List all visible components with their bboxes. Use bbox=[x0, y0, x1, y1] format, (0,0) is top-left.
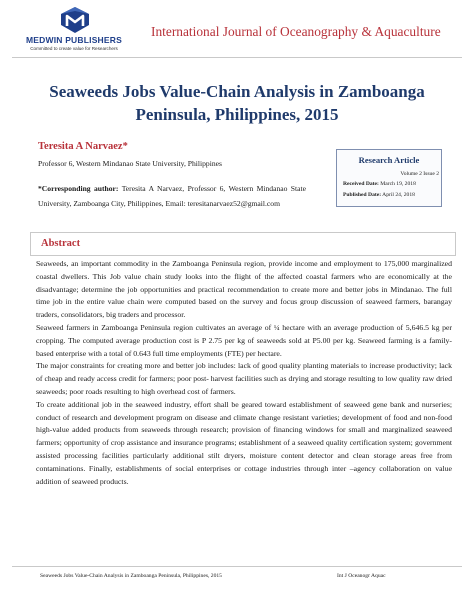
publisher-tagline: Committed to create value for Researchers bbox=[30, 46, 118, 51]
published-value: April 24, 2018 bbox=[381, 192, 415, 198]
received-value: March 19, 2018 bbox=[378, 181, 416, 187]
abstract-paragraph: To create additional job in the seaweed industry, effort shall be geared toward establishment of seaweed gene bank and nurseries; conduct of research and development program on disease and climate change resistant varieties; development of food and non-food high-value added products from seaweeds through research; provision of financing windows for small and marginalized seaweed farmers; opportunity of crop assistance and insurance programs; establishment of a seaweed quality certification system; government assisted processing facilities particularly additional stilt dryers, moisture content detector and clean storage areas free from contaminations. Finally, establishments of social enterprises or cottage industries through inter –agency collaboration on value addition of seaweed products. bbox=[36, 399, 452, 486]
article-info-box bbox=[336, 149, 442, 207]
abstract-body bbox=[36, 258, 452, 488]
published-date bbox=[343, 192, 415, 198]
volume-issue: Volume 2 Issue 2 bbox=[400, 171, 439, 177]
author-name: Teresita A Narvaez* bbox=[38, 141, 128, 152]
author-affiliation: Professor 6, Western Mindanao State University, Philippines bbox=[38, 159, 222, 168]
page-header bbox=[0, 0, 474, 58]
abstract-paragraph: Seaweed farmers in Zamboanga Peninsula region cultivates an average of ¼ hectare with an average production of 5,646.5 kg per cropping. The computed average production cost is P 2.75 per kg of seaweeds sold at P5.00 per kg. Seaweed farming is a family-based enterprise with a total of 0.643 full time employments (FTE) per hectare. bbox=[36, 322, 452, 358]
corresponding-label: *Corresponding author: bbox=[38, 184, 119, 193]
publisher-name: MEDWIN PUBLISHERS bbox=[26, 35, 122, 45]
corresponding-text: Teresita A Narvaez, Professor 6, Western Mindanao State University, Zamboanga City, Philippines, Email: teresitanarvaez52@gmail.com bbox=[38, 184, 306, 208]
journal-name: International Journal of Oceanography & Aquaculture bbox=[151, 24, 441, 39]
received-label: Received Date: bbox=[343, 181, 379, 187]
abstract-heading-box bbox=[30, 232, 456, 256]
footer-journal-abbrev: Int J Oceanogr Aquac bbox=[337, 573, 386, 579]
publisher-logo-icon bbox=[58, 6, 92, 34]
header-divider bbox=[12, 57, 462, 58]
article-title: Seaweeds Jobs Value-Chain Analysis in Zamboanga Peninsula, Philippines, 2015 bbox=[49, 82, 425, 124]
published-label: Published Date: bbox=[343, 192, 382, 198]
corresponding-author bbox=[38, 182, 306, 211]
abstract-heading: Abstract bbox=[41, 238, 81, 249]
abstract-paragraph: Seaweeds, an important commodity in the Zamboanga Peninsula region, provide income and employment to 175,000 marginalized coastal dwellers. This Job value chain study looks into the flight of the affected coastal farmers who are economically at the disadvantage; determine the job opportunities and practical recommendation to create more and better jobs in Mindanao. The full time job in the entire value chain were computed based on the survey and focus group discussion of seaweed farmers, barangay traders, consolidators, big traders and processor. bbox=[36, 259, 452, 320]
publisher-logo bbox=[14, 6, 134, 56]
footer-article-title: Seaweeds Jobs Value-Chain Analysis in Zamboanga Peninsula, Philippines, 2015 bbox=[40, 573, 222, 579]
abstract-paragraph: The major constraints for creating more and better job includes: lack of good quality planting materials to increase productivity; lack of cheap and ready access credit for farmers; poor post- harvest facilities such as drying and storage resulting to low quality raw dried seaweeds; poor roads resulting to high overhead cost of farmers. bbox=[36, 361, 452, 396]
received-date bbox=[343, 181, 416, 187]
footer-divider bbox=[12, 566, 462, 567]
article-type: Research Article bbox=[358, 155, 420, 165]
